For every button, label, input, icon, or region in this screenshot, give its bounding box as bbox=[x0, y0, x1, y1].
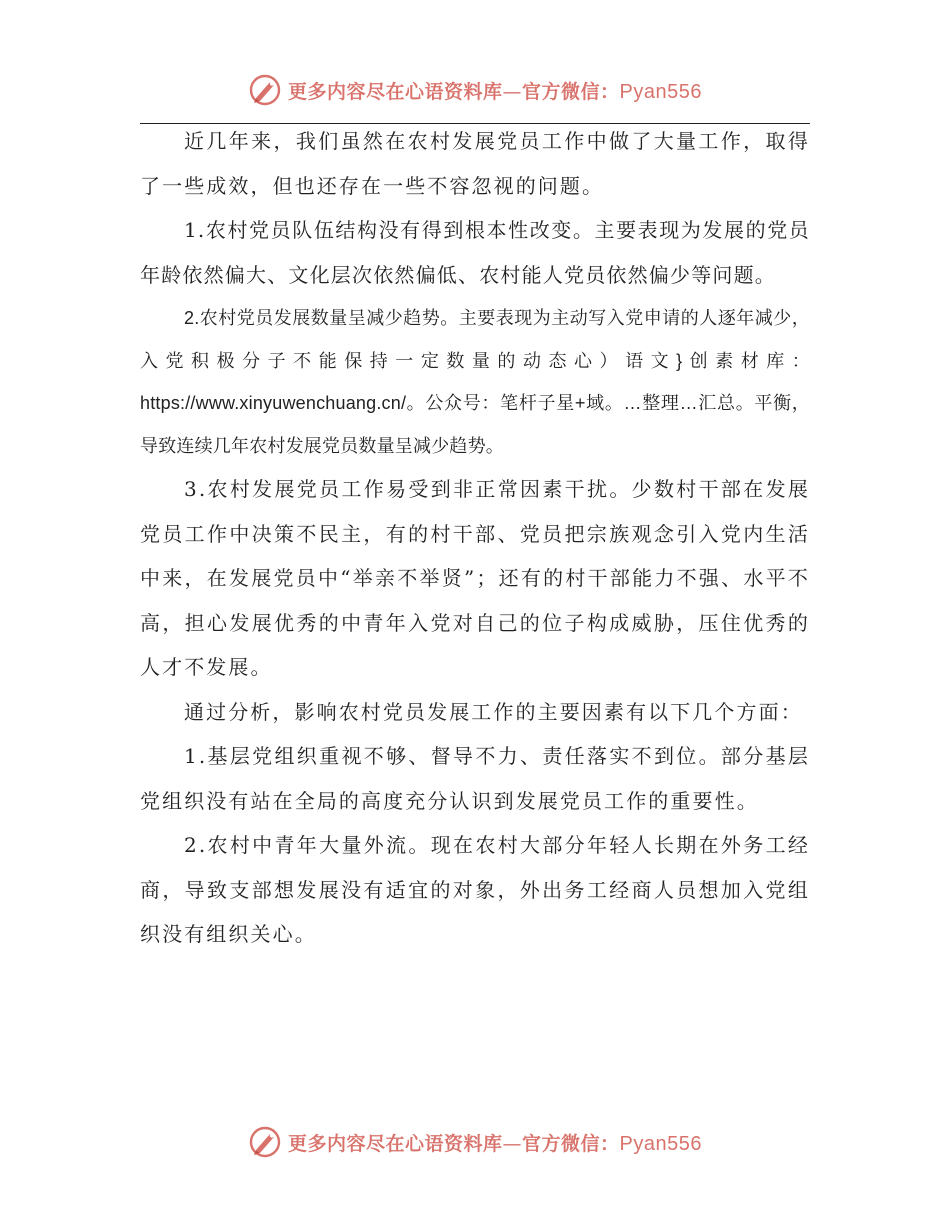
header-banner-title: 更多内容尽在心语资料库 bbox=[288, 80, 503, 103]
pen-logo-icon bbox=[248, 73, 282, 107]
paragraph-problem-1: 1.农村党员队伍结构没有得到根本性改变。主要表现为发展的党员年龄依然偏大、文化层次依然偏低、农村能人党员依然偏少等问题。 bbox=[140, 218, 810, 287]
paragraph-analysis: 通过分析，影响农村党员发展工作的主要因素有以下几个方面： bbox=[184, 699, 803, 724]
paragraph-problem-3: 3.农村发展党员工作易受到非正常因素干扰。少数村干部在发展党员工作中决策不民主，有的村干部、党员把宗族观念引入党内生活中来，在发展党员中“举亲不举贤”；还有的村干部能力不强、水平不高，担心发展优秀的中青年入党对自己的位子构成威胁，压住优秀的人才不发展。 bbox=[140, 477, 810, 679]
paragraph-intro: 近几年来，我们虽然在农村发展党员工作中做了大量工作，取得了一些成效，但也还存在一些不容忽视的问题。 bbox=[140, 129, 810, 198]
header-banner bbox=[248, 73, 702, 107]
footer-banner-wechat-id: Pyan556 bbox=[619, 1132, 702, 1155]
paragraph-factor-2: 2.农村中青年大量外流。现在农村大部分年轻人长期在外务工经商，导致支部想发展没有适宜的对象，外出务工经商人员想加入党组织没有组织关心。 bbox=[140, 833, 810, 946]
pen-logo-icon bbox=[248, 1125, 282, 1159]
document-body bbox=[140, 119, 810, 957]
header-banner-dash: — bbox=[502, 80, 523, 103]
footer-banner-wechat-label: 官方微信： bbox=[522, 1132, 620, 1155]
header-banner-wechat-label: 官方微信： bbox=[522, 80, 620, 103]
page-footer bbox=[0, 1122, 950, 1162]
header-banner-text bbox=[288, 77, 702, 104]
footer-banner-title: 更多内容尽在心语资料库 bbox=[288, 1132, 503, 1155]
footer-banner bbox=[248, 1125, 702, 1159]
paragraph-factor-1: 1.基层党组织重视不够、督导不力、责任落实不到位。部分基层党组织没有站在全局的高度充分认识到发展党员工作的重要性。 bbox=[140, 744, 810, 813]
header-banner-wechat-id: Pyan556 bbox=[619, 80, 702, 103]
footer-banner-text bbox=[288, 1129, 702, 1156]
paragraph-problem-2: 2.农村党员发展数量呈减少趋势。主要表现为主动写入党申请的人逐年减少，入党积极分子不能保持一定数量的动态心）语文}创素材库：https://www.xinyuwenchuang.cn/。公众号：笔杆子星+域。…整理…汇总。平衡，导致连续几年农村发展党员数量呈减少趋势。 bbox=[140, 308, 810, 456]
footer-banner-dash: — bbox=[502, 1132, 523, 1155]
page-header bbox=[0, 70, 950, 110]
